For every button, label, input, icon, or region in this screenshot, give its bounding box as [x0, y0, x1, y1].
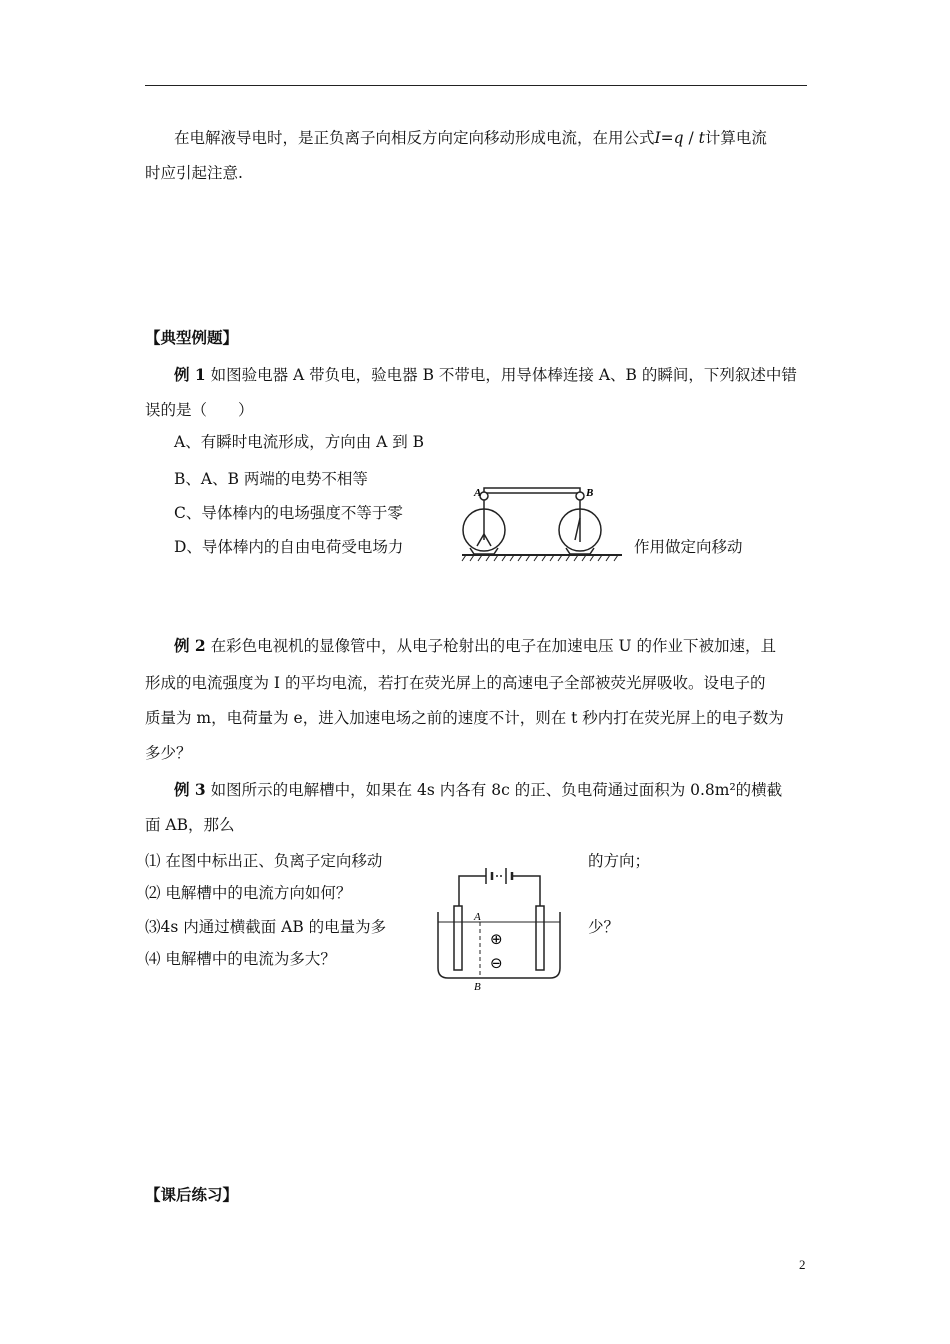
ex2-line-2: 形成的电流强度为 I 的平均电流，若打在荧光屏上的高速电子全部被荧光屏吸收。设电子的 [145, 674, 766, 692]
ex3-q4: ⑷ 电解槽中的电流为多大？ [145, 950, 336, 968]
ex3-line-2: 面 AB，那么 [145, 816, 235, 834]
electrolytic-cell-figure [432, 864, 567, 992]
ex1-option-d-left: D、导体棒内的自由电荷受电场力 [174, 538, 404, 556]
formula-q: q [673, 129, 684, 147]
right-electrode [536, 906, 544, 970]
intro-text-start: 在电解液导电时，是正负离子向相反方向定向移动形成电流，在用公式 [174, 129, 655, 147]
left-electrode [454, 906, 462, 970]
intro-line-2: 时应引起注意. [145, 164, 243, 182]
ex1-option-d-right: 作用做定向移动 [634, 538, 743, 556]
ex1-question-text: 如图验电器 A 带负电，验电器 B 不带电，用导体棒连接 A、B 的瞬间，下列叙述中错 [210, 366, 797, 384]
fig1-label-b: B [586, 487, 594, 499]
positive-ion-icon: ⊕ [490, 930, 503, 948]
formula-slash: / [683, 129, 699, 147]
intro-text-end: 计算电流 [704, 129, 767, 147]
section-heading-exercises: 【课后练习】 [145, 1185, 239, 1204]
formula-equals: = [660, 129, 674, 147]
negative-ion-icon: ⊖ [490, 954, 503, 972]
ex2-line-1 [174, 636, 776, 656]
ex3-q1-right: 的方向； [588, 852, 651, 870]
electroscope-b-knob [576, 492, 584, 500]
section-heading-examples: 【典型例题】 [145, 328, 239, 347]
ex1-line-1 [174, 365, 797, 385]
formula-i: I [654, 129, 661, 147]
ex3-question-text: 如图所示的电解槽中，如果在 4s 内各有 8c 的正、负电荷通过面积为 0.8m²的横截 [210, 781, 783, 799]
ex3-label: 例 3 [174, 780, 206, 799]
ex1-label: 例 1 [174, 365, 206, 384]
electroscope-figure [460, 482, 630, 566]
ex2-line-3: 质量为 m，电荷量为 e，进入加速电场之前的速度不计，则在 t 秒内打在荧光屏上的电子数为 [145, 709, 784, 727]
intro-line-1 [174, 128, 767, 148]
ex2-line-4: 多少？ [145, 744, 192, 762]
right-wire [512, 876, 540, 906]
fig1-label-a: A [474, 487, 482, 499]
conductor-rod [484, 488, 580, 493]
ex2-label: 例 2 [174, 636, 206, 655]
left-wire [459, 876, 486, 906]
header-rule [145, 85, 807, 86]
formula-t: t [698, 129, 705, 147]
ex3-q1-left: ⑴ 在图中标出正、负离子定向移动 [145, 852, 383, 870]
ex1-option-c: C、导体棒内的电场强度不等于零 [174, 504, 403, 522]
ex1-option-a: A、有瞬时电流形成，方向由 A 到 B [174, 433, 425, 451]
ex3-q3-left: ⑶4s 内通过横截面 AB 的电量为多 [145, 918, 387, 936]
ex1-line-2: 误的是（ ） [145, 401, 254, 419]
fig3-label-b: B [474, 981, 481, 993]
page-number: 2 [799, 1257, 806, 1272]
ex3-q3-right: 少？ [588, 918, 620, 936]
ex3-q2: ⑵ 电解槽中的电流方向如何？ [145, 884, 352, 902]
fig3-label-a: A [474, 911, 481, 923]
ex2-question-text: 在彩色电视机的显像管中，从电子枪射出的电子在加速电压 U 的作业下被加速，且 [210, 637, 777, 655]
ex3-line-1 [174, 780, 782, 800]
ex1-option-b: B、A、B 两端的电势不相等 [174, 470, 368, 488]
